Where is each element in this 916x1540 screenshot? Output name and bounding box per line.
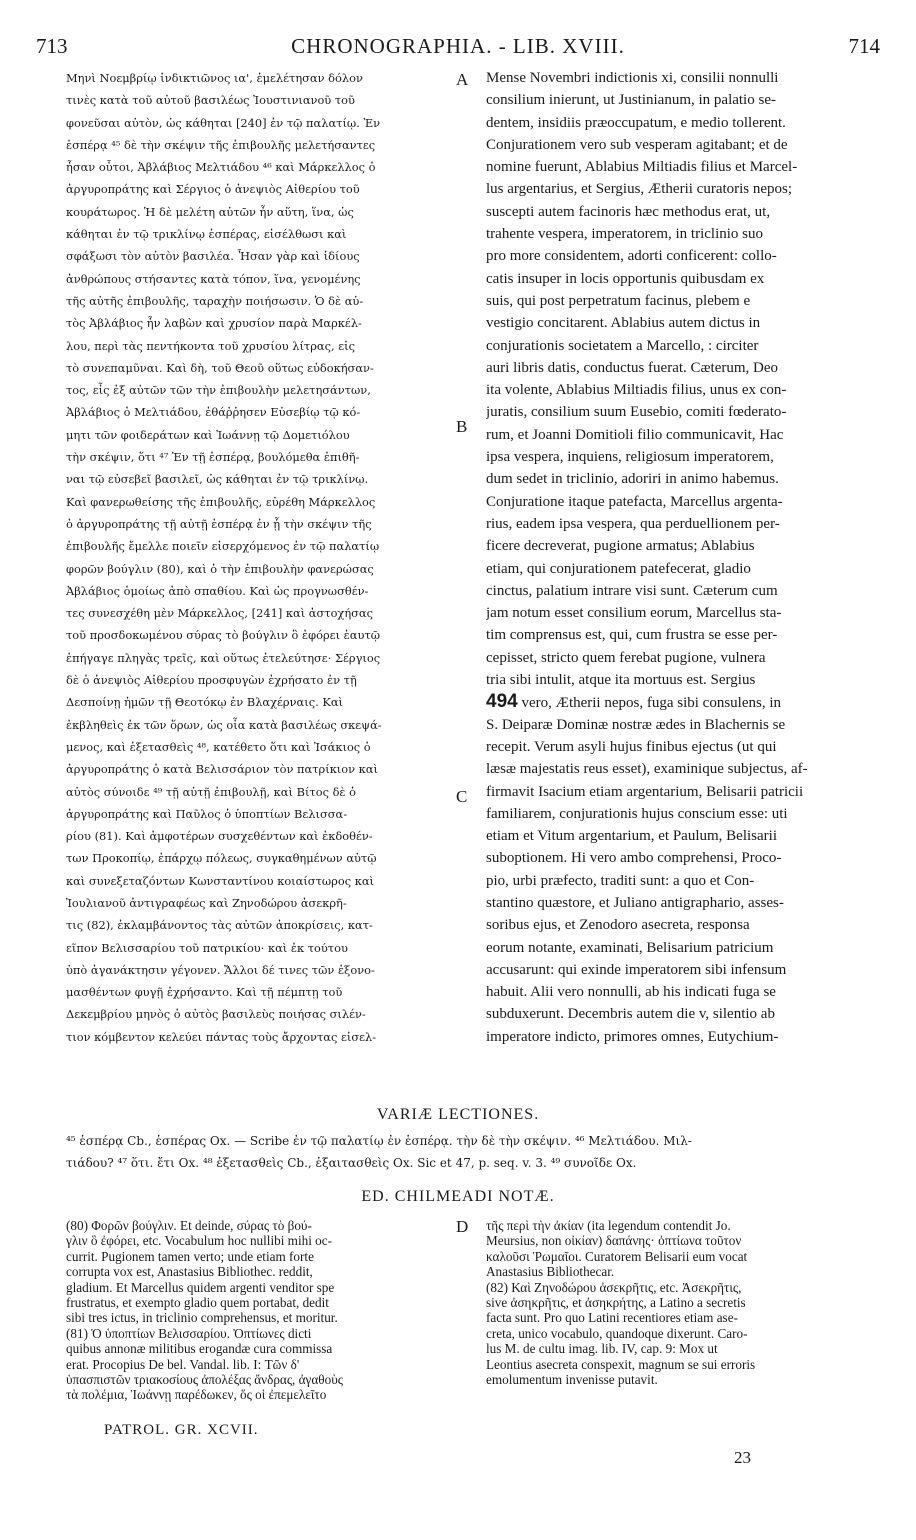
latin-text-line: accusarunt: qui exinde imperatorem sibi infensum <box>486 961 787 978</box>
latin-text-line: tim comprensus est, qui, cum frustra se esse per- <box>486 627 778 644</box>
note-line: (82) Καὶ Ζηνοδώρου ἀσεκρῆτις, etc. Ἀσεκρῆτις, <box>486 1279 742 1295</box>
latin-text-line: rum, et Joanni Domitioli filio communicavit, Hac <box>486 426 784 443</box>
note-line: (81) Ὁ ὑποπτίων Βελισσαρίου. Ὀπτίωνες dicti <box>66 1325 312 1341</box>
latin-text-line: Mense Novembri indictionis xi, consilii nonnulli <box>486 70 779 86</box>
notes-left-column <box>66 1218 458 1403</box>
note-line: frustratus, et exempto gladio quem portabat, dedit <box>66 1294 329 1310</box>
latin-text-line: S. Deiparæ Dominæ nostræ ædes in Blachernis se <box>486 716 786 733</box>
margin-letter-d: D <box>456 1217 469 1236</box>
greek-text-line: αὐτὸς σύνοιδε ⁴⁹ τῇ αὐτῇ ἐπιβουλῇ, καὶ Βίτος δὲ ὁ <box>66 784 357 799</box>
latin-text-line: ficere decreverat, pugione armatus; Ablabius <box>486 538 755 555</box>
greek-text-line: ὑπὸ ἀγανάκτησιν γέγονεν. Ἄλλοι δέ τινες τῶν ἐξονο- <box>66 962 375 977</box>
latin-text-line: catis insuper in locis opportunis quibusdam ex <box>486 270 765 287</box>
latin-text-line: nomine fuerunt, Ablabius Miltiadis filius et Marcel- <box>486 159 798 176</box>
latin-text-line: suscepti autem facinoris hæc methodus erat, ut, <box>486 203 771 220</box>
margin-letter-c: C <box>456 787 468 806</box>
latin-text-line: recepit. Verum asyli hujus finibus ejectus (ut qui <box>486 738 777 755</box>
latin-text-line: soribus ejus, et Zenodoro asecreta, responsa <box>486 917 750 934</box>
note-line: quibus annonæ militibus erogandæ cura commissa <box>66 1341 333 1357</box>
note-line: facta sunt. Pro quo Latini recentiores etiam ase- <box>486 1310 738 1326</box>
latin-text-line: rius, eadem ipsa vespera, qua perduellionem per- <box>486 515 780 532</box>
latin-text-line: imperatore indicto, primores omnes, Eutychium- <box>486 1028 779 1045</box>
note-line: currit. Pugionem tamen verto; unde etiam forte <box>66 1248 314 1264</box>
latin-text-line: cinctus, palatium intrare visi sunt. Cæterum cum <box>486 582 778 599</box>
note-line: καλοῦσι Ῥωμαῖοι. Curatorem Belisarii eum vocat <box>486 1248 748 1264</box>
greek-text-line: μενος, καὶ ἐξετασθεὶς ⁴⁸, κατέθετο ὅτι καὶ Ἰσάκιος ὁ <box>66 739 371 754</box>
greek-text-line: ἐπήγαγε πληγὰς τρεῖς, καὶ οὕτως ἐτελεύτησε· Σέργιος <box>66 650 381 665</box>
latin-text-line: auri libris datis, conductus fuerat. Cæterum, Deo <box>486 359 779 376</box>
notes-right-column <box>486 1218 880 1387</box>
greek-text-line: δὲ ὁ ἀνεψιὸς Αἰθερίου προσφυγὼν ἐχρήσατο ἐν τῇ <box>66 673 357 688</box>
latin-text-line: consilium inierunt, ut Justinianum, in palatio se- <box>486 92 776 109</box>
greek-text-line: Δεκεμβρίου μηνὸς ὁ αὐτὸς βασιλεὺς ποιήσας σιλέν- <box>66 1007 366 1022</box>
gathering-number: 23 <box>734 1448 751 1467</box>
greek-text-line: μητι τῶν φοιδεράτων καὶ Ἰωάννῃ τῷ Δομετιόλου <box>66 427 350 442</box>
greek-text-line: τιον κόμβεντον κελεύει πάντας τοὺς ἄρχοντας εἰσελ- <box>66 1029 377 1044</box>
latin-text-line: Conjurationem vero sub vesperam agitabant; et de <box>486 136 788 153</box>
greek-text-line: τοῦ προσδοκωμένου σύρας τὸ βούγλιν ὃ ἐφόρει ἑαυτῷ <box>66 628 380 643</box>
latin-text-line: læsæ majestatis reus esset), examinique subjectus, af- <box>486 761 808 778</box>
note-line: τῆς περὶ τὴν ἀκίαν (ita legendum contendit Jo. <box>486 1218 731 1233</box>
latin-text-column <box>486 67 880 1048</box>
patrologia-signature: PATROL. GR. XCVII. <box>104 1422 259 1438</box>
greek-text-line: καὶ συνεξεταζόντων Κωνσταντίνου κοιαίστωρος καὶ <box>66 873 374 888</box>
note-line: ὑπασπιστῶν τριακοσίους ἀπολέξας ἄνδρας, ἀγαθοὺς <box>66 1371 343 1387</box>
latin-text-line: habuit. Alii vero nonnulli, ab his indicati fuga se <box>486 984 776 1001</box>
latin-text-line <box>486 691 880 713</box>
latin-text-line: ipsa vespera, inquiens, religiosum imperatorem, <box>486 449 774 466</box>
greek-text-line: ἐπιβουλῆς ἔμελλε ποιεῖν εἰσερχόμενος ἐν τῷ παλατίῳ <box>66 539 380 554</box>
greek-text-line: λου, περὶ τὰς πεντήκοντα τοῦ χρυσίου λίτρας, εἰς <box>66 338 355 353</box>
note-line: γλιν ὃ ἐφόρει, etc. Vocabulum hoc nullibi mihi oc- <box>66 1233 332 1249</box>
latin-text-line: lus argentarius, et Sergius, Ætherii curatoris nepos; <box>486 181 793 198</box>
greek-text-line: ρίου (81). Καὶ ἀμφοτέρων συσχεθέντων καὶ ἐκδοθέν- <box>66 829 373 844</box>
greek-text-line: ἀργυροπράτης καὶ Παῦλος ὁ ὑποπτίων Βελισσα- <box>66 806 348 821</box>
note-line: creta, unico vocabulo, quandoque dixerunt. Caro- <box>486 1325 748 1341</box>
margin-letter-b: B <box>456 417 468 436</box>
note-line: emolumentum invenisse putavit. <box>486 1371 658 1387</box>
latin-text-line: eorum notante, examinati, Belisarium patricium <box>486 939 774 956</box>
greek-text-line: Ἀβλάβιος ὁμοίως ἀπὸ σπαθίου. Καὶ ὡς προγνωσθέν- <box>66 583 369 598</box>
greek-text-column <box>66 67 458 1048</box>
latin-text-line: pro more considentem, adorti conficerent: collo- <box>486 248 777 265</box>
greek-text-line: φονεῦσαι αὐτὸν, ὡς κάθηται [240] ἐν τῷ παλατίῳ. Ἐν <box>66 115 381 130</box>
greek-text-line: τες συνεσχέθη μὲν Μάρκελλος, [241] καὶ ἀστοχήσας <box>66 606 374 621</box>
note-line: τὰ πολέμια, Ἰωάννῃ παρέδωκεν, ὅς οἱ ἐπεμελεῖτο <box>66 1387 327 1403</box>
page-number-left: 713 <box>36 34 68 58</box>
greek-text-line: τος, εἷς ἐξ αὐτῶν τῶν τὴν ἐπιβουλὴν μελετησάντων, <box>66 383 371 398</box>
note-line: erat. Procopius De bel. Vandal. lib. I: Τῶν δ' <box>66 1356 300 1372</box>
latin-text-line: pio, urbi præfecto, traditi sunt: a quo et Con- <box>486 872 755 889</box>
greek-text-line: Μηνὶ Νοεμβρίῳ ἰνδικτιῶνος ια', ἐμελέτησαν δόλον <box>66 71 363 85</box>
margin-letter-a: A <box>456 70 469 89</box>
greek-text-line: ἀργυροπράτης ὁ κατὰ Βελισσάριον τὸν πατρίκιον καὶ <box>66 762 378 777</box>
latin-text-line: stantino quæstore, et Juliano antigraphario, asses- <box>486 894 784 911</box>
note-line: lus M. de cultu imag. lib. IV, cap. 9: Mox ut <box>486 1341 718 1357</box>
latin-text-line: conjurationis societatem a Marcello, : circiter <box>486 337 759 354</box>
running-title: CHRONOGRAPHIA. - LIB. XVIII. <box>291 34 625 58</box>
latin-text-line: familiarem, conjurationis hujus conscium esse: uti <box>486 805 788 822</box>
note-line: Anastasius Bibliothecar. <box>486 1264 615 1280</box>
varia-lectiones <box>66 1130 880 1174</box>
latin-text-line: etiam et Vitum argentarium, et Paulum, Belisarii <box>486 828 777 845</box>
latin-text-line: trahente vespera, imperatorem, in triclinio suo <box>486 226 763 243</box>
greek-text-line: ἦσαν οὗτοι, Ἀβλάβιος Μελτιάδου ⁴⁶ καὶ Μάρκελλος ὁ <box>66 160 376 175</box>
latin-text-line: tria sibi intulit, atque ita mortuus est. Sergius <box>486 672 756 689</box>
latin-text-line: vestigio concitarent. Ablabius autem dictus in <box>486 315 761 332</box>
greek-text-line: κουράτωρος. Ἡ δὲ μελέτη αὐτῶν ἦν αὕτη, ἵνα, ὡς <box>66 204 354 219</box>
note-line: sibi tres ictus, in triclinio comprehensus, et moritur. <box>66 1310 338 1326</box>
note-line: (80) Φορῶν βούγλιν. Et deinde, σύρας τὸ βού- <box>66 1218 312 1233</box>
varia-line: τιάδου? ⁴⁷ ὅτι. ἔτι Ox. ⁴⁸ ἐξετασθεὶς Cb., ἐξαιτασθεὶς Ox. Sic et 47, p. seq. v. 3. ⁴⁹ συνοῖδε Ox. <box>66 1156 637 1170</box>
latin-text-line: subduxerunt. Decembris autem die v, silentio ab <box>486 1006 775 1023</box>
note-line: Meursius, non οἰκίαν) δαπάνης· ὀπτίωνα τοῦτον <box>486 1233 742 1249</box>
page-number-right: 714 <box>848 34 880 58</box>
note-line: Leontius asecreta conspexit, magnum se sui erroris <box>486 1356 756 1372</box>
greek-text-line: ἐκβληθεὶς ἐκ τῶν ὅρων, ὡς οἷα κατὰ βασιλέως σκεψά- <box>66 717 382 732</box>
latin-text-line: Conjuratione itaque patefacta, Marcellus argenta- <box>486 493 783 510</box>
greek-text-line: τις (82), ἐκλαμβάνοντος τὰς αὐτῶν ἀποκρίσεις, κατ- <box>66 918 373 933</box>
latin-text-line: juratis, consilium suum Eusebio, comiti fœderato- <box>486 404 787 421</box>
greek-text-line: μασθέντων φυγῇ ἐχρήσαντο. Καὶ τῇ πέμπτῃ τοῦ <box>66 985 343 1000</box>
greek-text-line: ἑσπέρᾳ ⁴⁵ δὲ τὴν σκέψιν τῆς ἐπιβουλῆς μελετήσαντες <box>66 137 376 152</box>
greek-text-line: τὴν σκέψιν, ὅτι ⁴⁷ Ἐν τῇ ἑσπέρᾳ, βουλόμεθα ἐπιθῆ- <box>66 450 360 465</box>
marginal-number: 494 <box>486 691 518 713</box>
latin-text-line: cepisset, stricto quem ferebat pugione, vulnera <box>486 649 766 666</box>
greek-text-line: των Προκοπίῳ, ἐπάρχῳ πόλεως, συγκαθημένων αὐτῷ <box>66 851 377 866</box>
note-line: corrupta vox est, Anastasius Bibliothec. reddit, <box>66 1264 313 1280</box>
greek-text-line: ναι τῷ εὐσεβεῖ βασιλεῖ, ὡς κάθηται ἐν τῷ τρικλίνῳ. <box>66 472 369 487</box>
latin-text-line: suis, qui post perpetratum facinus, plebem e <box>486 292 751 309</box>
latin-text-line: ita volente, Ablabius Miltiadis filius, unus ex con- <box>486 382 787 399</box>
latin-text-line: dum sedet in triclinio, adoriri in animo habemus. <box>486 471 779 488</box>
greek-text-line: Ἀβλάβιος ὁ Μελτιάδου, ἐθάῤῥησεν Εὐσεβίῳ τῷ κό- <box>66 405 361 420</box>
greek-text-line: φορῶν βούγλιν (80), καὶ ὁ τὴν ἐπιβουλὴν φανερώσας <box>66 561 374 576</box>
greek-text-line: ὁ ἀργυροπράτης τῇ αὐτῇ ἑσπέρᾳ ἐν ᾗ τὴν σκέψιν τῆς <box>66 516 372 531</box>
greek-text-line: εῖπον Βελισσαρίου τοῦ πατρικίου· καὶ ἐκ τούτου <box>66 940 348 955</box>
greek-text-line: Καὶ φανερωθείσης τῆς ἐπιβουλῆς, εὑρέθη Μάρκελλος <box>66 494 376 509</box>
latin-text-line: dentem, insidiis præoccupatum, e medio tollerent. <box>486 114 786 131</box>
latin-text-line: jam notum esset consilium eorum, Marcellus sta- <box>486 605 782 622</box>
greek-text-line: τὸς Ἀβλάβιος ἦν λαβὼν καὶ χρυσίον παρὰ Μαρκέλ- <box>66 316 362 331</box>
greek-text-line: κάθηται ἐν τῷ τρικλίνῳ ἑσπέρας, εἰσέλθωσι καὶ <box>66 227 347 242</box>
greek-text-line: τῆς αὐτῆς ἐπιβουλῆς, ταραχὴν ποιήσωσιν. Ὁ δὲ αὐ- <box>66 293 364 308</box>
varia-title: VARIÆ LECTIONES. <box>376 1106 540 1123</box>
varia-line: ⁴⁵ ἑσπέρᾳ Cb., ἑσπέρας Ox. — Scribe ἐν τῷ παλατίῳ ἐν ἑσπέρᾳ. τὴν δὲ τὴν σκέψιν. ⁴⁶ Μελτιάδου. Μιλ- <box>66 1134 692 1148</box>
greek-text-line: Δεσποίνῃ ἡμῶν τῇ Θεοτόκῳ ἐν Βλαχέρναις. Καὶ <box>66 695 343 710</box>
greek-text-line: Ἰουλιανοῦ ἀντιγραφέως καὶ Ζηνοδώρου ἀσεκρῆ- <box>66 895 347 910</box>
greek-text-line: ἀργυροπράτης καὶ Σέργιος ὁ ἀνεψιὸς Αἰθερίου τοῦ <box>66 182 360 197</box>
running-header <box>36 34 880 60</box>
greek-text-line: τινὲς κατὰ τοῦ αὐτοῦ βασιλέως Ἰουστινιανοῦ τοῦ <box>66 93 355 108</box>
note-line: gladium. Et Marcellus quidem argenti venditor spe <box>66 1279 335 1295</box>
latin-text-line: suboptionem. Hi vero ambo comprehensi, Proco- <box>486 850 782 867</box>
notes-title: ED. CHILMEADI NOTÆ. <box>361 1188 555 1205</box>
note-line: sive ἀσηκρῆτις, et ἀσηκρήτης, a Latino a secretis <box>486 1294 746 1310</box>
latin-text-line: firmavit Isacium etiam argentarium, Belisarii patricii <box>486 783 804 800</box>
greek-text-line: ἀνθρώπους στήσαντες κατὰ τόπον, ἵνα, γενομένης <box>66 271 361 286</box>
latin-text-line-content: vero, Ætherii nepos, fuga sibi consulens, in <box>521 695 781 712</box>
greek-text-line: τὸ συνεπαμῦναι. Καὶ δὴ, τοῦ Θεοῦ οὕτως εὐδοκήσαν- <box>66 360 374 375</box>
latin-text-line: etiam, qui conjurationem patefecerat, gladio <box>486 560 751 577</box>
greek-text-line: σφάξωσι τὸν αὐτὸν βασιλέα. Ἦσαν γὰρ καὶ ἰδίους <box>66 249 360 264</box>
